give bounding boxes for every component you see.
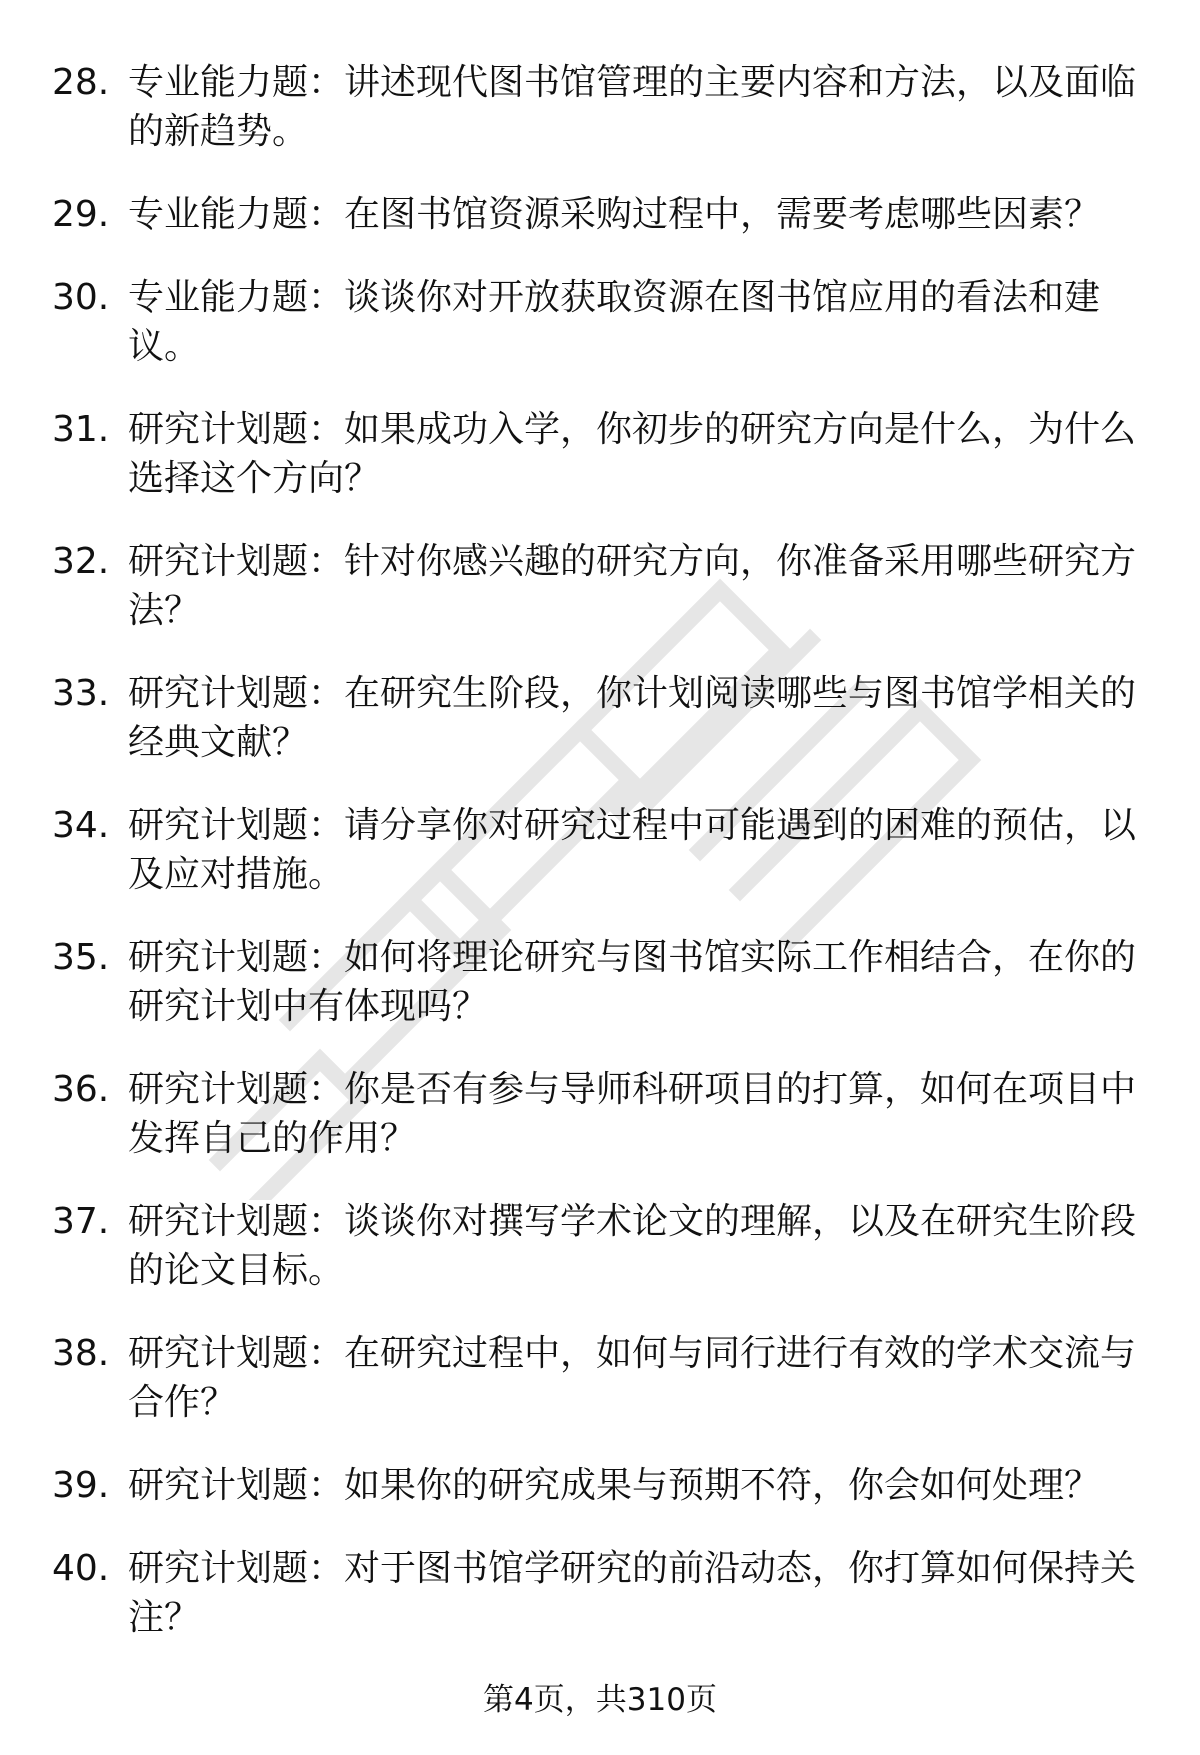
question-number: 31. bbox=[52, 409, 110, 450]
question-item bbox=[0, 537, 1200, 635]
question-text: 专业能力题：在图书馆资源采购过程中，需要考虑哪些因素？ bbox=[128, 194, 1101, 235]
question-item bbox=[0, 58, 1200, 156]
question-number: 34. bbox=[52, 805, 110, 846]
question-number: 28. bbox=[52, 62, 110, 103]
question-text: 研究计划题：你是否有参与导师科研项目的打算，如何在项目中发挥自己的作用？ bbox=[128, 1069, 1137, 1159]
question-text: 研究计划题：对于图书馆学研究的前沿动态，你打算如何保持关注？ bbox=[128, 1548, 1137, 1638]
question-text: 研究计划题：如何将理论研究与图书馆实际工作相结合，在你的研究计划中有体现吗？ bbox=[128, 937, 1137, 1027]
question-item bbox=[0, 1329, 1200, 1427]
question-text: 专业能力题：谈谈你对开放获取资源在图书馆应用的看法和建议。 bbox=[128, 277, 1101, 367]
question-item bbox=[0, 1461, 1200, 1510]
question-list bbox=[0, 58, 1200, 1676]
question-item bbox=[0, 405, 1200, 503]
question-number: 30. bbox=[52, 277, 110, 318]
question-item bbox=[0, 1544, 1200, 1642]
question-number: 33. bbox=[52, 673, 110, 714]
question-number: 37. bbox=[52, 1201, 110, 1242]
question-number: 29. bbox=[52, 194, 110, 235]
question-number: 36. bbox=[52, 1069, 110, 1110]
question-item bbox=[0, 190, 1200, 239]
question-number: 40. bbox=[52, 1548, 110, 1589]
question-number: 39. bbox=[52, 1465, 110, 1506]
page-footer: 第4页，共310页 bbox=[483, 1682, 717, 1718]
question-number: 35. bbox=[52, 937, 110, 978]
question-item bbox=[0, 801, 1200, 899]
question-item bbox=[0, 1197, 1200, 1295]
question-number: 38. bbox=[52, 1333, 110, 1374]
question-item bbox=[0, 669, 1200, 767]
question-text: 专业能力题：讲述现代图书馆管理的主要内容和方法，以及面临的新趋势。 bbox=[128, 62, 1137, 152]
question-text: 研究计划题：在研究过程中，如何与同行进行有效的学术交流与合作？ bbox=[128, 1333, 1137, 1423]
question-number: 32. bbox=[52, 541, 110, 582]
question-text: 研究计划题：谈谈你对撰写学术论文的理解，以及在研究生阶段的论文目标。 bbox=[128, 1201, 1137, 1291]
question-text: 研究计划题：如果你的研究成果与预期不符，你会如何处理？ bbox=[128, 1465, 1101, 1506]
question-text: 研究计划题：如果成功入学，你初步的研究方向是什么，为什么选择这个方向？ bbox=[128, 409, 1137, 499]
question-text: 研究计划题：针对你感兴趣的研究方向，你准备采用哪些研究方法？ bbox=[128, 541, 1137, 631]
question-item bbox=[0, 273, 1200, 371]
question-text: 研究计划题：在研究生阶段，你计划阅读哪些与图书馆学相关的经典文献？ bbox=[128, 673, 1137, 763]
question-text: 研究计划题：请分享你对研究过程中可能遇到的困难的预估，以及应对措施。 bbox=[128, 805, 1137, 895]
question-item bbox=[0, 933, 1200, 1031]
question-item bbox=[0, 1065, 1200, 1163]
